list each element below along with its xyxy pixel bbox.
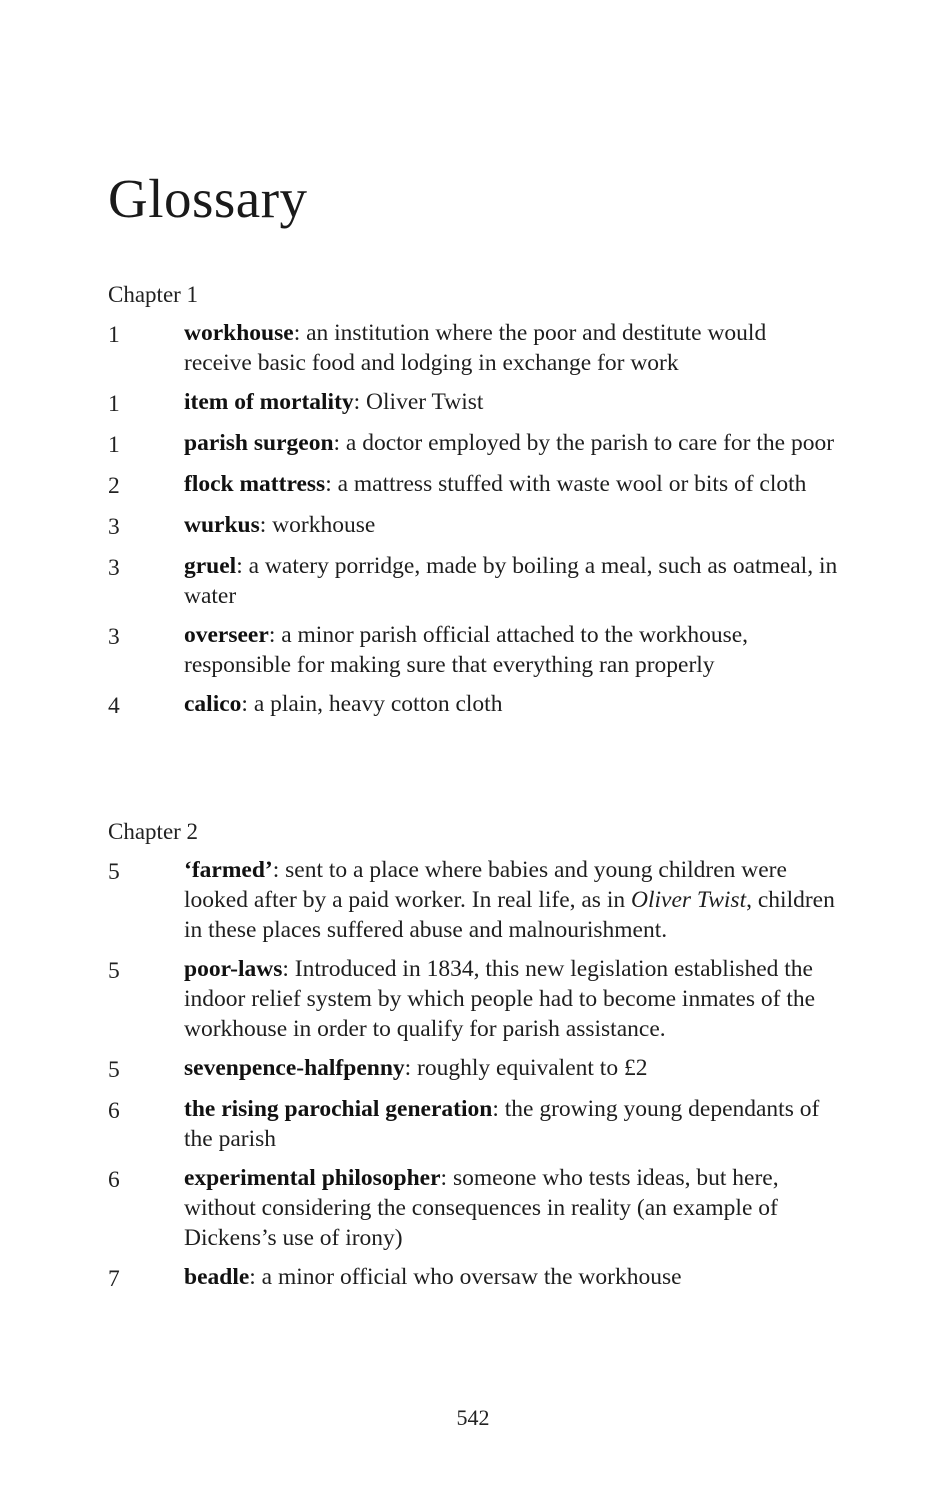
entry-page-ref: 7 bbox=[108, 1266, 120, 1292]
glossary-entry bbox=[108, 620, 838, 680]
entry-page-ref: 2 bbox=[108, 473, 120, 499]
entry-page-ref: 5 bbox=[108, 859, 120, 885]
chapter-heading: Chapter 1 bbox=[108, 282, 199, 307]
entry-term: item of mortality bbox=[184, 389, 354, 415]
entry-term: poor-laws bbox=[184, 956, 283, 982]
glossary-entry bbox=[108, 1053, 838, 1085]
entry-page-ref: 5 bbox=[108, 958, 120, 984]
glossary-entry bbox=[108, 551, 838, 611]
entry-text bbox=[184, 469, 838, 501]
glossary-entry bbox=[108, 1094, 838, 1154]
entry-term: parish surgeon bbox=[184, 430, 334, 456]
entry-page-ref: 3 bbox=[108, 514, 120, 540]
entry-text bbox=[184, 318, 838, 378]
entry-term: overseer bbox=[184, 622, 269, 648]
glossary-entry bbox=[108, 510, 838, 542]
entry-definition: : a mattress stuffed with waste wool or bits of cloth bbox=[325, 471, 807, 497]
entry-term: workhouse bbox=[184, 320, 294, 346]
entry-text bbox=[184, 1053, 838, 1085]
entry-definition: : someone who tests ideas, but here, without considering the consequences in reality (an example of Dickens’s use of irony) bbox=[184, 1165, 779, 1251]
book-title-italic: Oliver Twist bbox=[630, 887, 747, 913]
entry-text bbox=[184, 1094, 838, 1154]
chapter-heading: Chapter 2 bbox=[108, 819, 199, 844]
entry-page-ref: 5 bbox=[108, 1057, 120, 1083]
entry-text bbox=[184, 1262, 838, 1294]
entry-page-ref: 3 bbox=[108, 555, 120, 581]
entry-text bbox=[184, 1163, 838, 1253]
entry-definition-continued: , children in these places suffered abuse and malnourishment. bbox=[184, 887, 835, 943]
glossary-entry bbox=[108, 1262, 838, 1294]
entry-definition: : Introduced in 1834, this new legislation established the indoor relief system by which people had to become inmates of the workhouse in order to qualify for parish assistance. bbox=[184, 956, 816, 1042]
glossary-entry bbox=[108, 318, 838, 378]
entry-term: gruel bbox=[184, 553, 237, 579]
entry-definition: : workhouse bbox=[259, 512, 376, 538]
entry-page-ref: 6 bbox=[108, 1098, 120, 1124]
glossary-entry bbox=[108, 855, 838, 945]
entry-definition: : sent to a place where babies and young children were looked after by a paid worker. In real life, as in bbox=[184, 857, 787, 913]
entry-text bbox=[184, 855, 838, 945]
entry-term: experimental philosopher bbox=[184, 1165, 441, 1191]
entry-page-ref: 6 bbox=[108, 1167, 120, 1193]
entry-definition: : Oliver Twist bbox=[353, 389, 484, 415]
glossary-entry bbox=[108, 1163, 838, 1253]
entry-term: flock mattress bbox=[184, 471, 326, 497]
entry-text bbox=[184, 510, 838, 542]
entry-term: beadle bbox=[184, 1264, 250, 1290]
entry-definition: : a doctor employed by the parish to care for the poor bbox=[333, 430, 835, 456]
entry-text bbox=[184, 387, 838, 419]
glossary-entry bbox=[108, 689, 838, 721]
entry-page-ref: 1 bbox=[108, 322, 120, 348]
page-number: 542 bbox=[456, 1405, 490, 1430]
entry-text bbox=[184, 954, 838, 1044]
entry-text bbox=[184, 551, 838, 611]
entry-term: the rising parochial generation bbox=[184, 1096, 493, 1122]
entry-definition: : an institution where the poor and destitute would receive basic food and lodging in exchange for work bbox=[184, 320, 767, 376]
chapter-1-section bbox=[108, 280, 838, 730]
entry-definition: : a plain, heavy cotton cloth bbox=[241, 691, 503, 717]
entry-text bbox=[184, 689, 838, 721]
entry-term: wurkus bbox=[184, 512, 260, 538]
page-title: Glossary bbox=[108, 168, 308, 229]
entry-page-ref: 1 bbox=[108, 391, 120, 417]
glossary-entry bbox=[108, 469, 838, 501]
entry-page-ref: 1 bbox=[108, 432, 120, 458]
entry-definition: : the growing young dependants of the parish bbox=[184, 1096, 820, 1152]
entry-definition: : a minor parish official attached to the workhouse, responsible for making sure that everything ran properly bbox=[184, 622, 749, 678]
glossary-entry bbox=[108, 387, 838, 419]
entry-definition: : a minor official who oversaw the workhouse bbox=[249, 1264, 682, 1290]
chapter-2-section bbox=[108, 817, 838, 1303]
entry-page-ref: 3 bbox=[108, 624, 120, 650]
glossary-entry bbox=[108, 428, 838, 460]
glossary-entry bbox=[108, 954, 838, 1044]
entry-definition: : a watery porridge, made by boiling a meal, such as oatmeal, in water bbox=[184, 553, 838, 609]
entry-page-ref: 4 bbox=[108, 693, 120, 719]
entry-term: calico bbox=[184, 691, 242, 717]
glossary-page bbox=[108, 0, 838, 1500]
entry-definition: : roughly equivalent to £2 bbox=[404, 1055, 648, 1081]
entry-text bbox=[184, 428, 838, 460]
entry-text bbox=[184, 620, 838, 680]
entry-term: ‘farmed’ bbox=[184, 857, 273, 883]
entry-term: sevenpence-halfpenny bbox=[184, 1055, 405, 1081]
